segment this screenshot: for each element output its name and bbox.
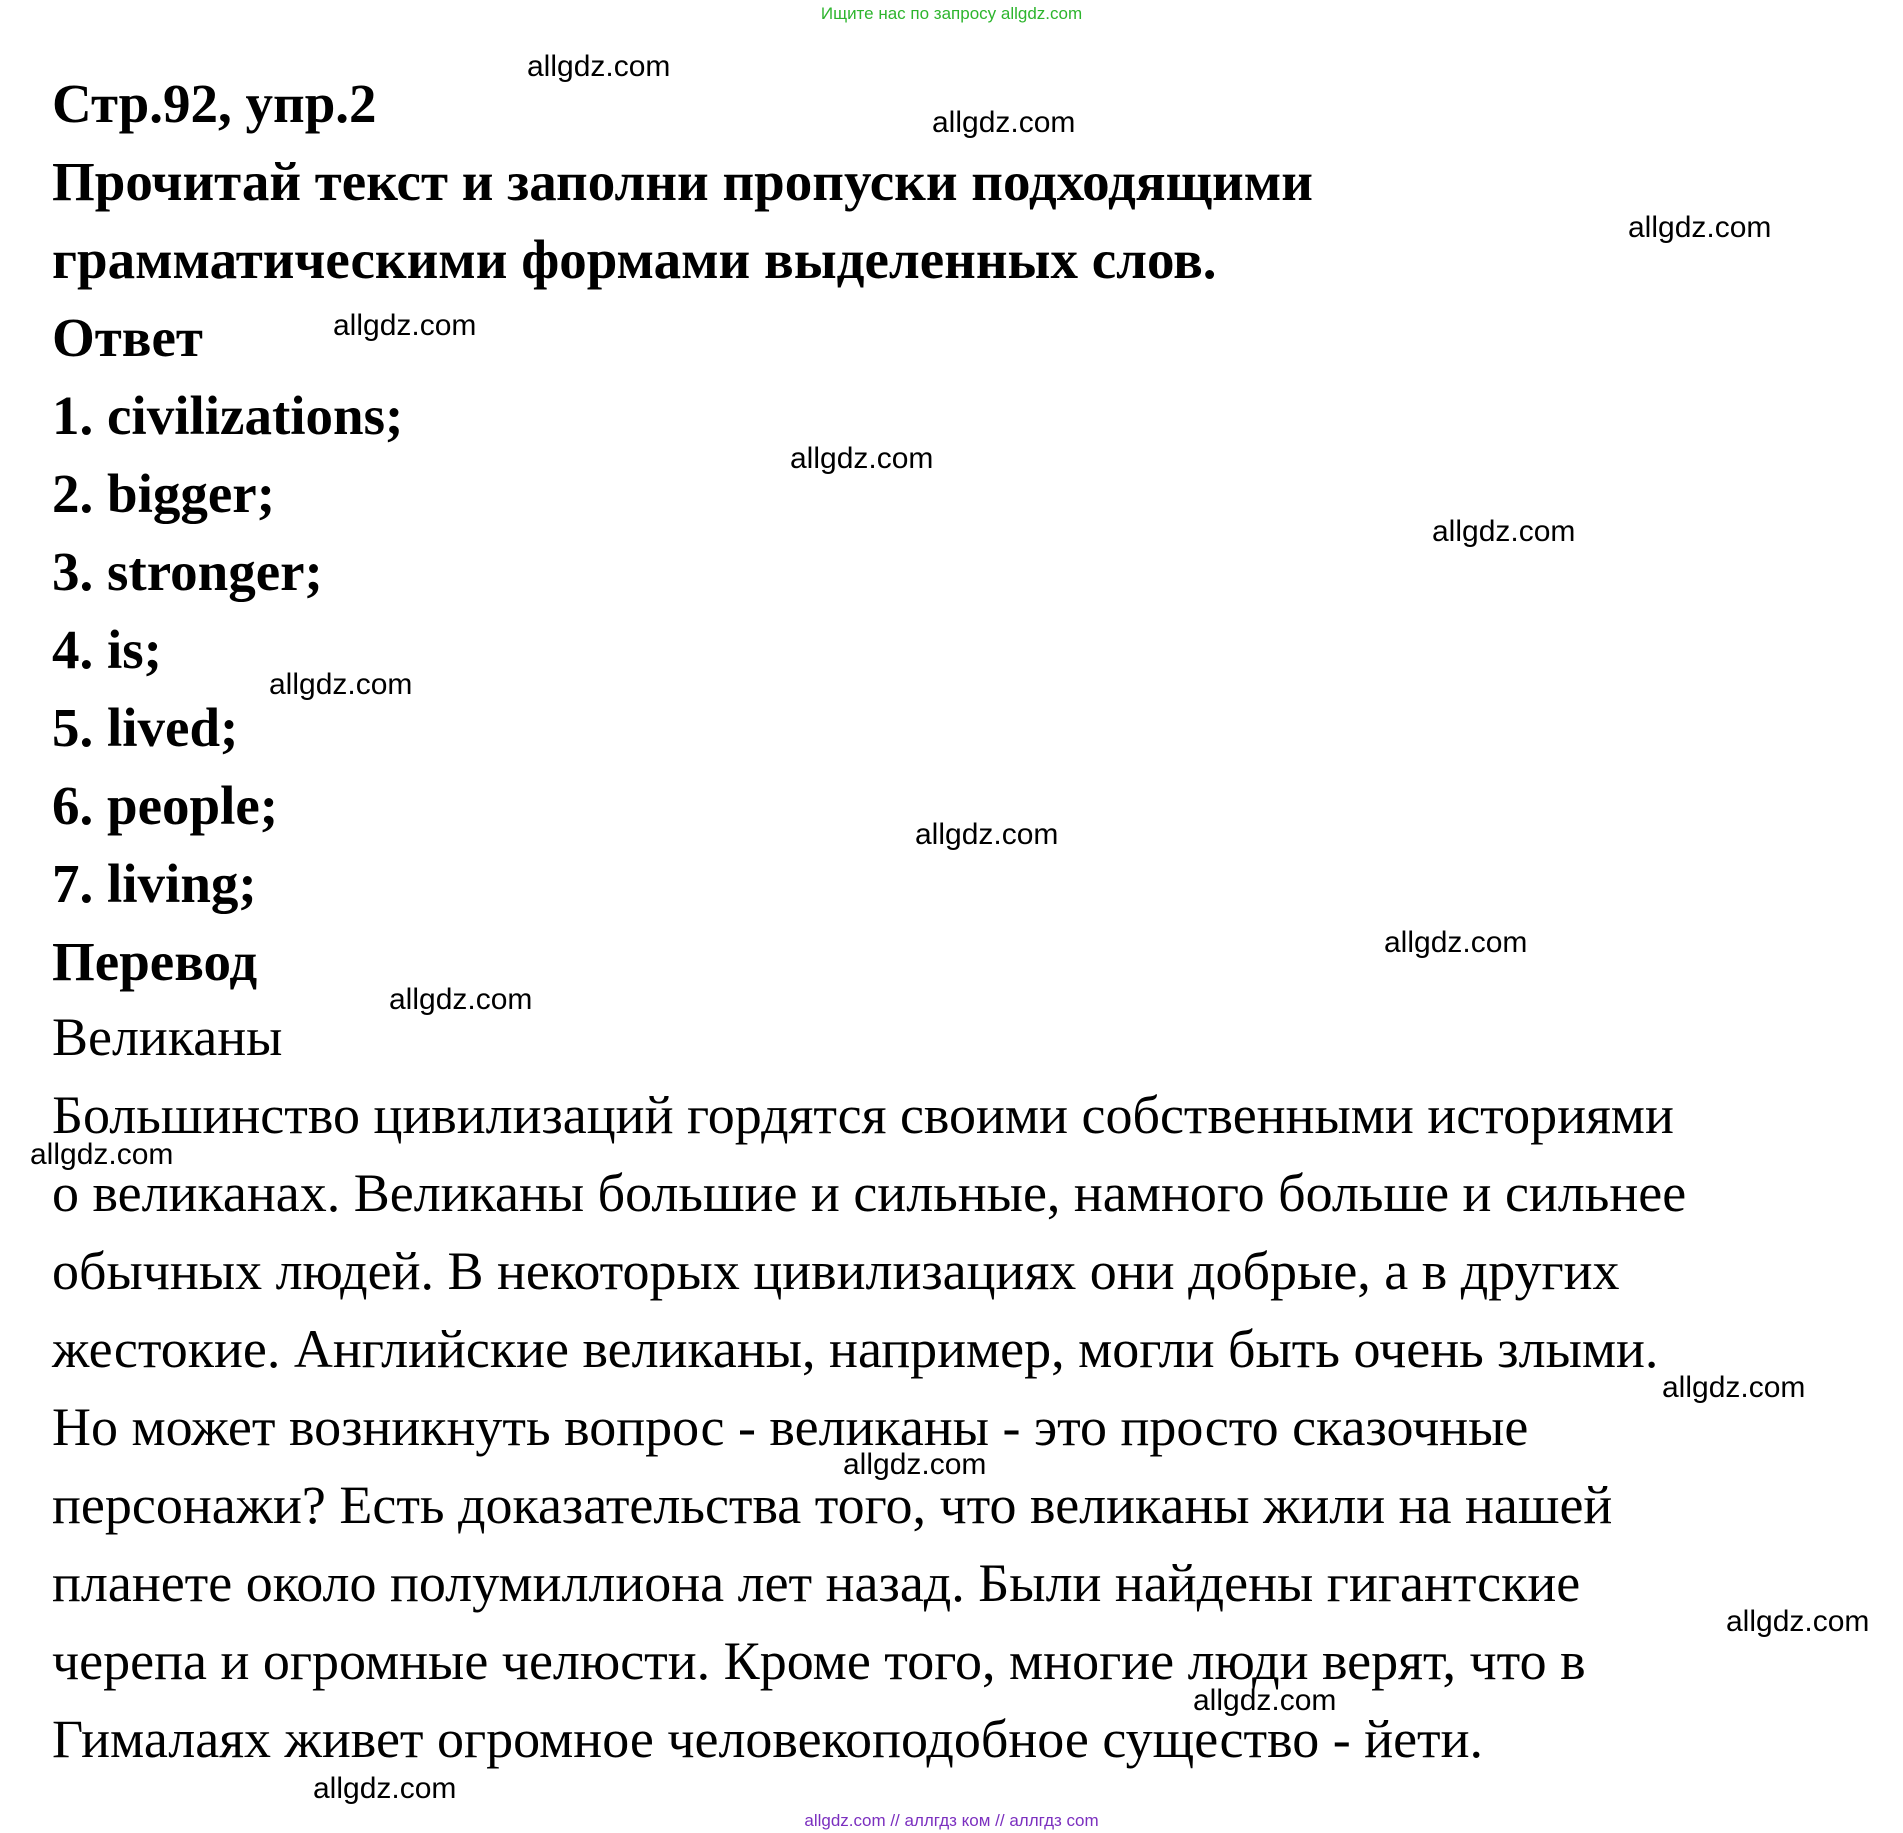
translation-label: Перевод: [52, 931, 258, 992]
task-line-1: Прочитай текст и заполни пропуски подходящими: [52, 151, 1313, 212]
translation-line: Гималаях живет огромное человекоподобное существо - йети.: [52, 1709, 1484, 1769]
translation-title: Великаны: [52, 1007, 283, 1067]
watermark: allgdz.com: [790, 442, 934, 475]
watermark: allgdz.com: [269, 668, 413, 701]
answer-item: 4. is;: [52, 619, 162, 680]
answer-item: 6. people;: [52, 775, 279, 836]
watermark: allgdz.com: [313, 1772, 457, 1805]
translation-line: жестокие. Английские великаны, например, могли быть очень злыми.: [52, 1319, 1659, 1379]
answer-item: 5. lived;: [52, 697, 239, 758]
watermark: allgdz.com: [389, 983, 533, 1016]
answer-item: 2. bigger;: [52, 463, 276, 524]
watermark: allgdz.com: [1384, 926, 1528, 959]
watermark: allgdz.com: [915, 818, 1059, 851]
translation-line: Большинство цивилизаций гордятся своими собственными историями: [52, 1085, 1674, 1145]
watermark: allgdz.com: [932, 106, 1076, 139]
task-line-2: грамматическими формами выделенных слов.: [52, 229, 1217, 290]
watermark: allgdz.com: [843, 1448, 987, 1481]
watermark: allgdz.com: [1432, 515, 1576, 548]
translation-line: Но может возникнуть вопрос - великаны - это просто сказочные: [52, 1397, 1529, 1457]
watermark: allgdz.com: [527, 50, 671, 83]
answer-item: 3. stronger;: [52, 541, 323, 602]
translation-line: о великанах. Великаны большие и сильные, намного больше и сильнее: [52, 1163, 1687, 1223]
answer-item: 1. civilizations;: [52, 385, 404, 446]
page-heading: Стр.92, упр.2: [52, 73, 377, 134]
watermark: allgdz.com: [1726, 1605, 1870, 1638]
translation-line: планете около полумиллиона лет назад. Были найдены гигантские: [52, 1553, 1581, 1613]
watermark: allgdz.com: [1662, 1371, 1806, 1404]
watermark: allgdz.com: [333, 309, 477, 342]
watermark: allgdz.com: [30, 1138, 174, 1171]
watermark: allgdz.com: [1193, 1684, 1337, 1717]
header-note: Ищите нас по запросу allgdz.com: [820, 4, 1083, 23]
footer-note: allgdz.com // аллгдз ком // аллгдз com: [804, 1811, 1099, 1830]
answer-item: 7. living;: [52, 853, 257, 914]
translation-line: черепа и огромные челюсти. Кроме того, многие люди верят, что в: [52, 1631, 1586, 1691]
watermark: allgdz.com: [1628, 211, 1772, 244]
translation-line: персонажи? Есть доказательства того, что великаны жили на нашей: [52, 1475, 1613, 1535]
answer-label: Ответ: [52, 307, 203, 368]
translation-line: обычных людей. В некоторых цивилизациях они добрые, а в других: [52, 1241, 1620, 1301]
